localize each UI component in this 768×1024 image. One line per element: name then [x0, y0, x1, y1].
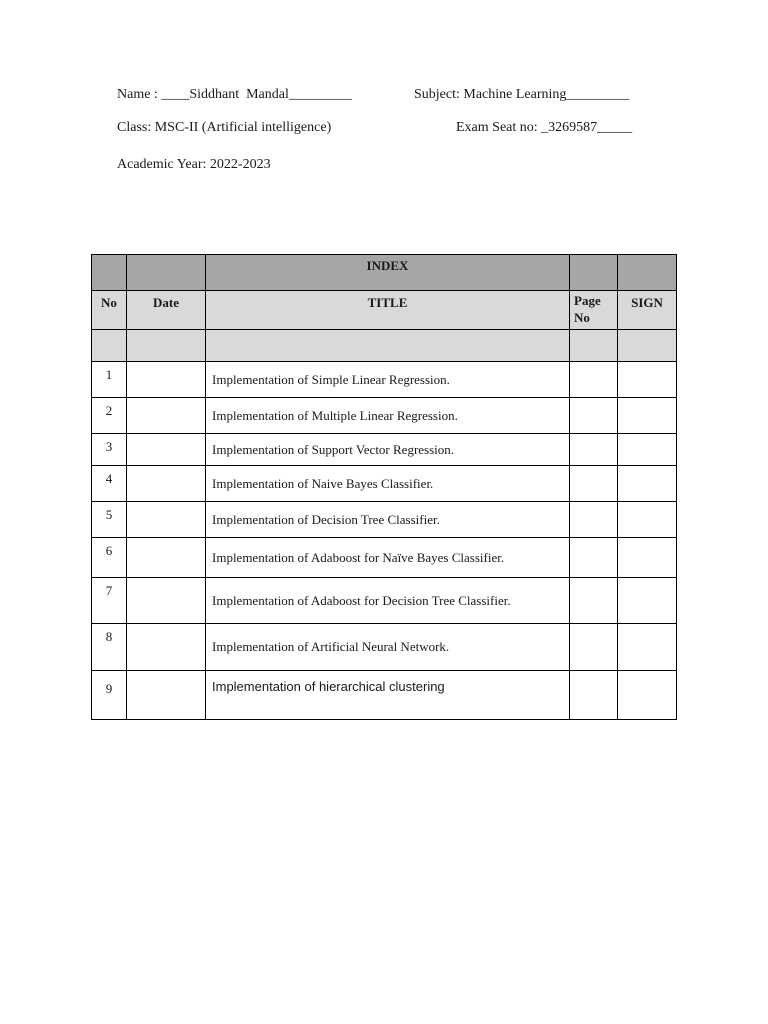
sign-cell	[618, 624, 677, 671]
table-row	[92, 538, 677, 578]
page-cell	[570, 671, 618, 720]
date-cell	[127, 671, 206, 720]
row-number: 4	[92, 466, 127, 502]
row-title: Implementation of Decision Tree Classifier.	[206, 502, 570, 538]
header-date: Date	[127, 291, 206, 330]
row-number: 3	[92, 434, 127, 466]
date-cell	[127, 434, 206, 466]
page-cell	[570, 466, 618, 502]
class-info: Class: MSC-II (Artificial intelligence)	[117, 120, 332, 135]
row-title: Implementation of Artificial Neural Network.	[206, 624, 570, 671]
page-cell	[570, 624, 618, 671]
blank-cell	[127, 255, 206, 291]
page-cell	[570, 398, 618, 434]
page-cell	[570, 538, 618, 578]
table-row	[92, 502, 677, 538]
blank-cell	[92, 330, 127, 362]
row-title: Implementation of Naive Bayes Classifier.	[206, 466, 570, 502]
table-row	[92, 578, 677, 624]
row-title: Implementation of Adaboost for Naïve Bayes Classifier.	[206, 538, 570, 578]
sign-cell	[618, 434, 677, 466]
row-number: 5	[92, 502, 127, 538]
table-row	[92, 466, 677, 502]
index-heading: INDEX	[206, 255, 570, 291]
date-cell	[127, 538, 206, 578]
date-cell	[127, 502, 206, 538]
blank-cell	[570, 330, 618, 362]
sign-cell	[618, 671, 677, 720]
row-title: Implementation of Multiple Linear Regression.	[206, 398, 570, 434]
academic-year: Academic Year: 2022-2023	[117, 157, 271, 172]
sign-cell	[618, 398, 677, 434]
row-title: Implementation of hierarchical clustering	[206, 671, 570, 720]
header-title: TITLE	[206, 291, 570, 330]
row-title: Implementation of Support Vector Regression.	[206, 434, 570, 466]
sign-cell	[618, 538, 677, 578]
row-number: 8	[92, 624, 127, 671]
date-cell	[127, 398, 206, 434]
header-sign: SIGN	[618, 291, 677, 330]
table-row	[92, 398, 677, 434]
table-row	[92, 671, 677, 720]
page-cell	[570, 578, 618, 624]
row-number: 1	[92, 362, 127, 398]
blank-cell	[92, 255, 127, 291]
column-header-row	[92, 291, 677, 330]
date-cell	[127, 578, 206, 624]
exam-seat-no: Exam Seat no: _3269587_____	[456, 120, 633, 135]
blank-cell	[206, 330, 570, 362]
row-number: 6	[92, 538, 127, 578]
table-row	[92, 624, 677, 671]
page-cell	[570, 502, 618, 538]
table-row	[92, 434, 677, 466]
sign-cell	[618, 578, 677, 624]
page-cell	[570, 434, 618, 466]
student-name: Name : ____Siddhant Mandal_________	[117, 87, 352, 102]
header-no: No	[92, 291, 127, 330]
subject: Subject: Machine Learning_________	[414, 87, 630, 102]
row-number: 2	[92, 398, 127, 434]
row-title: Implementation of Adaboost for Decision Tree Classifier.	[206, 578, 570, 624]
spacer-row	[92, 330, 677, 362]
table-row	[92, 362, 677, 398]
sign-cell	[618, 362, 677, 398]
row-title: Implementation of Simple Linear Regression.	[206, 362, 570, 398]
header-page-no: Page No	[570, 291, 618, 330]
blank-cell	[570, 255, 618, 291]
sign-cell	[618, 466, 677, 502]
row-number: 9	[92, 671, 127, 720]
blank-cell	[618, 330, 677, 362]
index-title-row	[92, 255, 677, 291]
blank-cell	[127, 330, 206, 362]
date-cell	[127, 466, 206, 502]
blank-cell	[618, 255, 677, 291]
row-number: 7	[92, 578, 127, 624]
index-table	[91, 254, 677, 720]
date-cell	[127, 362, 206, 398]
date-cell	[127, 624, 206, 671]
page-cell	[570, 362, 618, 398]
sign-cell	[618, 502, 677, 538]
